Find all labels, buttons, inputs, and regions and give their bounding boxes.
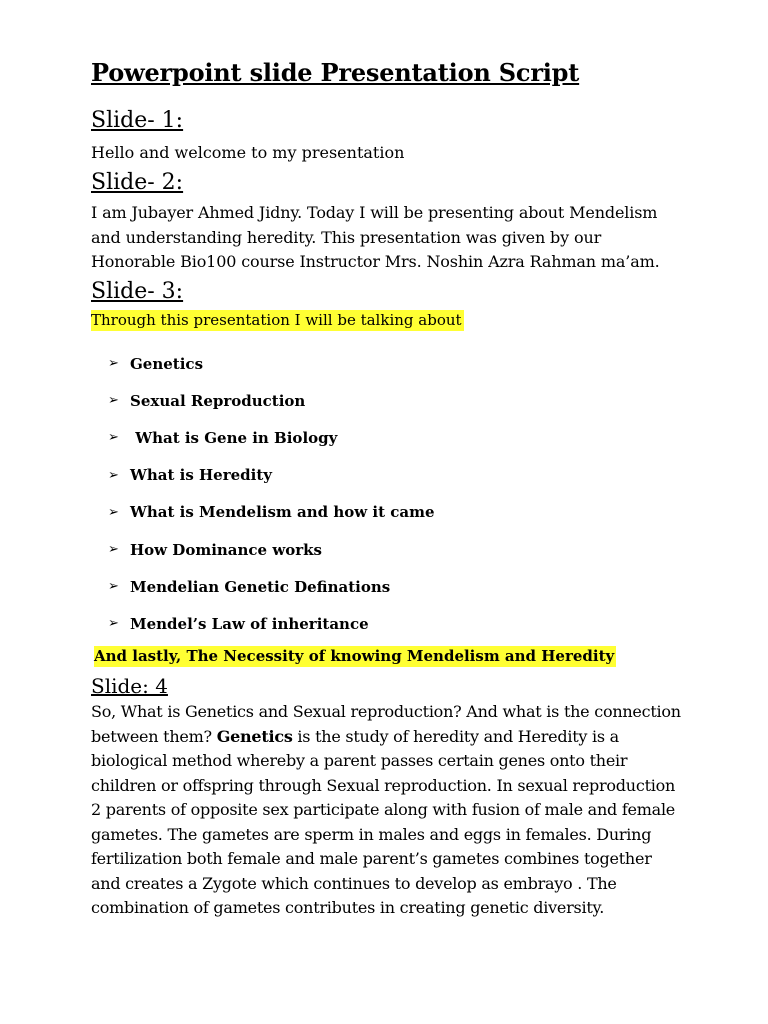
arrowhead-icon: ➢ xyxy=(108,504,119,520)
arrowhead-icon: ➢ xyxy=(108,542,119,558)
list-item xyxy=(108,457,435,494)
list-item xyxy=(108,494,435,531)
list-item-label: What is Mendelism and how it came xyxy=(130,503,435,522)
list-item xyxy=(108,382,435,419)
slide-2-text: I am Jubayer Ahmed Jidny. Today I will be presenting about Mendelism and understanding heredity. This presentation was given by our Honorable Bio100 course Instructor Mrs. Noshin Azra Rahman ma’am. xyxy=(91,203,660,271)
slide-4-text-intro: So, What is Genetics and Sexual reproduction? And what is the connection between them? xyxy=(91,702,681,746)
arrowhead-icon: ➢ xyxy=(108,616,119,632)
list-item xyxy=(108,568,435,605)
slide-4-text-body: is the study of heredity and Heredity is a biological method whereby a parent passes certain genes onto their children or offspring through Sexual reproduction. In sexual reproduction 2 parents of opposite sex participate along with fusion of male and female gametes. The gametes are sperm in males and eggs in females. During fertilization both female and male parent’s gametes combines together and creates a Zygote which continues to develop as embrayo . The combination of gametes contributes in creating genetic diversity. xyxy=(91,726,676,917)
slide-3-closing xyxy=(94,647,616,665)
slide-4-bold-term: Genetics xyxy=(216,726,293,746)
arrowhead-icon: ➢ xyxy=(108,356,119,372)
list-item xyxy=(108,419,435,456)
list-item-label: What is Heredity xyxy=(130,466,272,485)
arrowhead-icon: ➢ xyxy=(108,467,119,483)
slide-4-heading: Slide: 4 xyxy=(91,674,168,698)
slide-3-intro-highlight: Through this presentation I will be talking about xyxy=(91,311,462,329)
arrowhead-icon: ➢ xyxy=(108,430,119,446)
slide-3-intro xyxy=(91,311,464,329)
slide-2-heading: Slide- 2: xyxy=(91,170,184,195)
document-title: Powerpoint slide Presentation Script xyxy=(91,58,580,87)
list-item-label: How Dominance works xyxy=(130,540,322,559)
slide-1-text: Hello and welcome to my presentation xyxy=(91,143,405,162)
slide-4-text xyxy=(91,700,681,921)
arrowhead-icon: ➢ xyxy=(108,579,119,595)
list-item xyxy=(108,531,435,568)
slide-3-bullet-list xyxy=(108,345,435,643)
list-item-label: Mendelian Genetic Definations xyxy=(130,577,391,596)
slide-1-heading: Slide- 1: xyxy=(91,108,184,133)
list-item xyxy=(108,345,435,382)
list-item-label: Mendel’s Law of inheritance xyxy=(130,614,369,633)
slide-3-heading: Slide- 3: xyxy=(91,279,184,304)
slide-3-closing-highlight: And lastly, The Necessity of knowing Mendelism and Heredity xyxy=(94,647,615,665)
list-item xyxy=(108,605,435,642)
arrowhead-icon: ➢ xyxy=(108,393,119,409)
list-item-label: What is Gene in Biology xyxy=(130,428,338,447)
list-item-label: Sexual Reproduction xyxy=(130,391,306,410)
list-item-label: Genetics xyxy=(130,354,204,373)
